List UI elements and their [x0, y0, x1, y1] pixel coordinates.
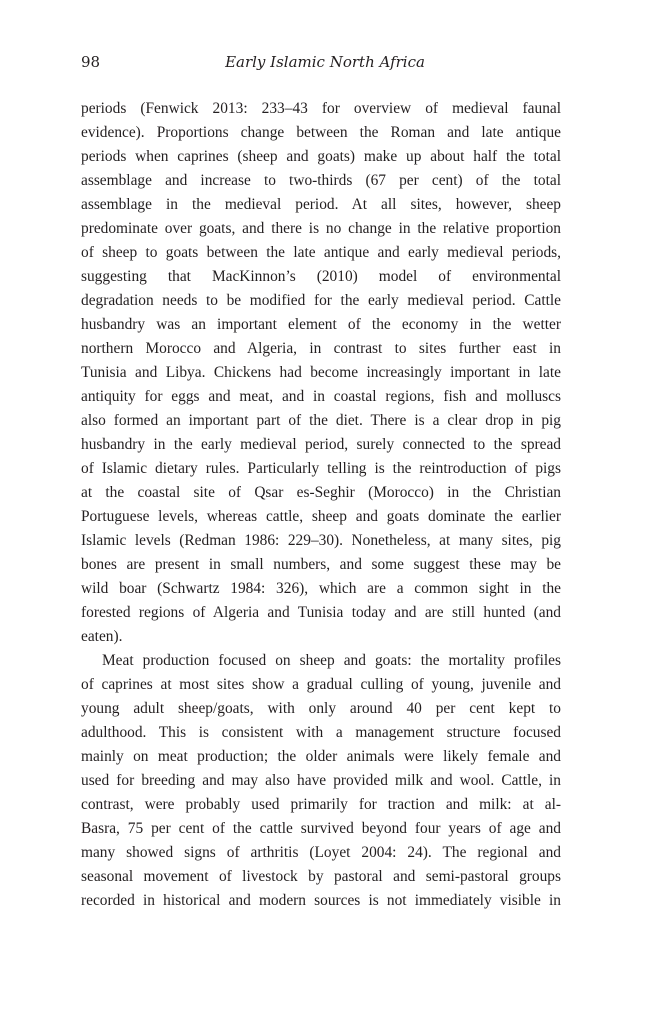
text-line: Portuguese levels, whereas cattle, sheep and goats dominate the earlier: [81, 508, 561, 525]
text-line: antiquity for eggs and meat, and in coastal regions, fish and molluscs: [81, 388, 561, 405]
text-line: forested regions of Algeria and Tunisia today and are still hunted (and: [81, 604, 561, 621]
text-line: wild boar (Schwartz 1984: 326), which are a common sight in the: [81, 580, 561, 597]
text-line: degradation needs to be modified for the early medieval period. Cattle: [81, 292, 561, 309]
text-line: bones are present in small numbers, and some suggest these may be: [81, 556, 561, 573]
text-line: adulthood. This is consistent with a management structure focused: [81, 724, 561, 741]
text-line: husbandry was an important element of the economy in the wetter: [81, 316, 561, 333]
text-line: used for breeding and may also have provided milk and wool. Cattle, in: [81, 772, 561, 789]
text-line: periods when caprines (sheep and goats) make up about half the total: [81, 148, 561, 165]
text-line: of caprines at most sites show a gradual culling of young, juvenile and: [81, 676, 561, 693]
text-line: of Islamic dietary rules. Particularly telling is the reintroduction of pigs: [81, 460, 561, 477]
paragraph-1: [81, 97, 561, 649]
text-line: seasonal movement of livestock by pastoral and semi-pastoral groups: [81, 868, 561, 885]
text-line: predominate over goats, and there is no change in the relative proportion: [81, 220, 561, 237]
text-line: suggesting that MacKinnon’s (2010) model of environmental: [81, 268, 561, 285]
text-line: of sheep to goats between the late antique and early medieval periods,: [81, 244, 561, 261]
text-line: assemblage and increase to two-thirds (67 per cent) of the total: [81, 172, 561, 189]
page-number: 98: [81, 53, 101, 71]
text-line: mainly on meat production; the older animals were likely female and: [81, 748, 561, 765]
text-line: Tunisia and Libya. Chickens had become increasingly important in late: [81, 364, 561, 381]
body-text: [81, 97, 561, 913]
text-line: periods (Fenwick 2013: 233–43 for overview of medieval faunal: [81, 100, 561, 117]
text-line: at the coastal site of Qsar es-Seghir (Morocco) in the Christian: [81, 484, 561, 501]
text-line: Meat production focused on sheep and goats: the mortality profiles: [102, 652, 561, 669]
text-line: northern Morocco and Algeria, in contrast to sites further east in: [81, 340, 561, 357]
text-line: assemblage in the medieval period. At all sites, however, sheep: [81, 196, 561, 213]
text-line: eaten).: [81, 628, 123, 645]
text-line: Islamic levels (Redman 1986: 229–30). Nonetheless, at many sites, pig: [81, 532, 561, 549]
text-line: Basra, 75 per cent of the cattle survived beyond four years of age and: [81, 820, 561, 837]
text-line: evidence). Proportions change between the Roman and late antique: [81, 124, 561, 141]
text-line: also formed an important part of the diet. There is a clear drop in pig: [81, 412, 561, 429]
text-line: husbandry in the early medieval period, surely connected to the spread: [81, 436, 561, 453]
text-line: many showed signs of arthritis (Loyet 2004: 24). The regional and: [81, 844, 561, 861]
running-head-title: Early Islamic North Africa: [225, 53, 425, 71]
text-line: recorded in historical and modern sources is not immediately visible in: [81, 892, 561, 909]
paragraph-2: [81, 649, 561, 913]
text-line: contrast, were probably used primarily for traction and milk: at al-: [81, 796, 561, 813]
text-line: young adult sheep/goats, with only around 40 per cent kept to: [81, 700, 561, 717]
